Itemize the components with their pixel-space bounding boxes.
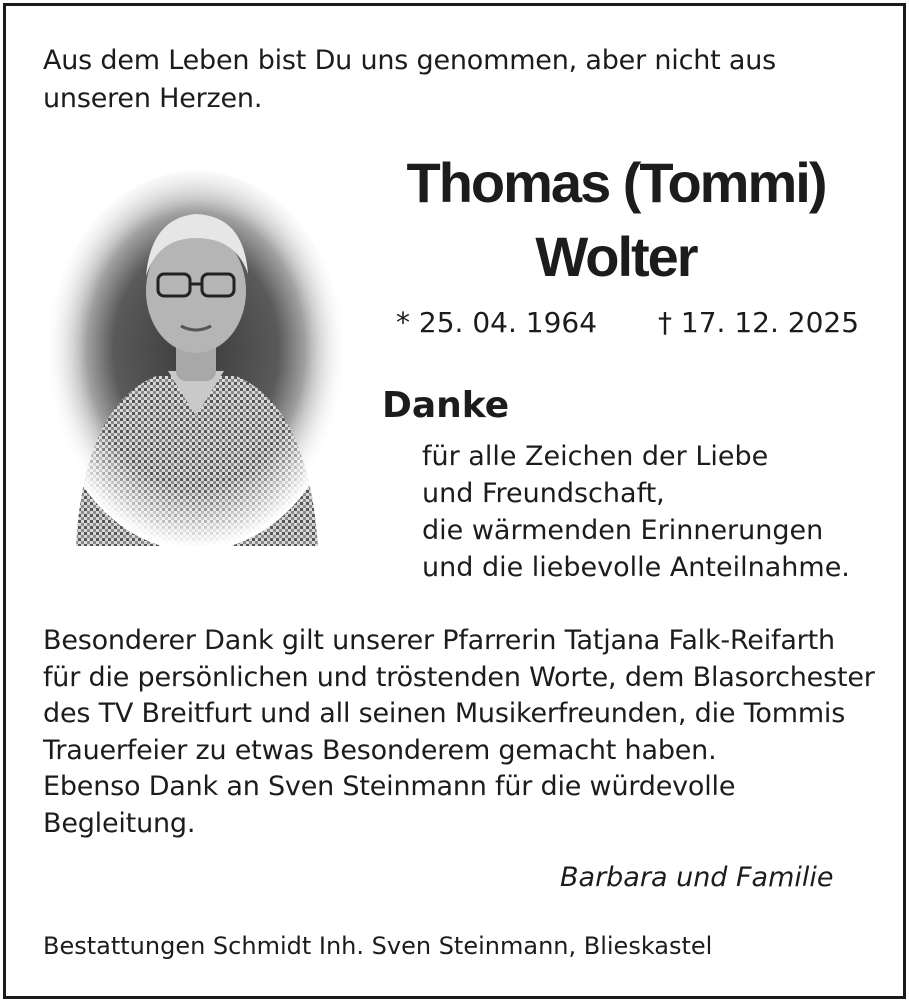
danke-text xyxy=(422,438,872,586)
deceased-name xyxy=(366,146,866,294)
intro-line-1: Aus dem Leben bist Du uns genommen, aber nicht aus xyxy=(43,45,777,76)
paragraph-line: Begleitung. xyxy=(43,807,196,839)
name-line-2: Wolter xyxy=(535,225,697,288)
paragraph-line: Ebenso Dank an Sven Steinmann für die würdevolle xyxy=(43,771,736,802)
signature: Barbara und Familie xyxy=(560,862,834,893)
danke-heading: Danke xyxy=(382,385,510,426)
death-date: † 17. 12. 2025 xyxy=(658,306,860,339)
birth-date: * 25. 04. 1964 xyxy=(396,306,598,339)
danke-line: und Freundschaft, xyxy=(422,478,665,509)
paragraph-line: für die persönlichen und tröstenden Worte, dem Blasorchester xyxy=(43,661,875,693)
portrait-photo xyxy=(36,166,356,586)
funeral-home-footer: Bestattungen Schmidt Inh. Sven Steinmann, Blieskastel xyxy=(43,932,713,960)
intro-quote xyxy=(43,42,863,118)
danke-line: die wärmenden Erinnerungen xyxy=(422,515,824,546)
acknowledgement-paragraph xyxy=(43,623,883,842)
intro-line-2: unseren Herzen. xyxy=(43,83,263,114)
paragraph-line: Trauerfeier zu etwas Besonderem gemacht haben. xyxy=(43,734,717,766)
name-line-1: Thomas (Tommi) xyxy=(406,151,826,214)
paragraph-line: des TV Breitfurt und all seinen Musikerfreunden, die Tommis xyxy=(43,698,846,729)
danke-line: und die liebevolle Anteilnahme. xyxy=(422,552,850,583)
paragraph-line: Besonderer Dank gilt unserer Pfarrerin Tatjana Falk-Reifarth xyxy=(43,625,835,656)
danke-line: für alle Zeichen der Liebe xyxy=(422,441,769,472)
obituary-card xyxy=(3,3,906,999)
